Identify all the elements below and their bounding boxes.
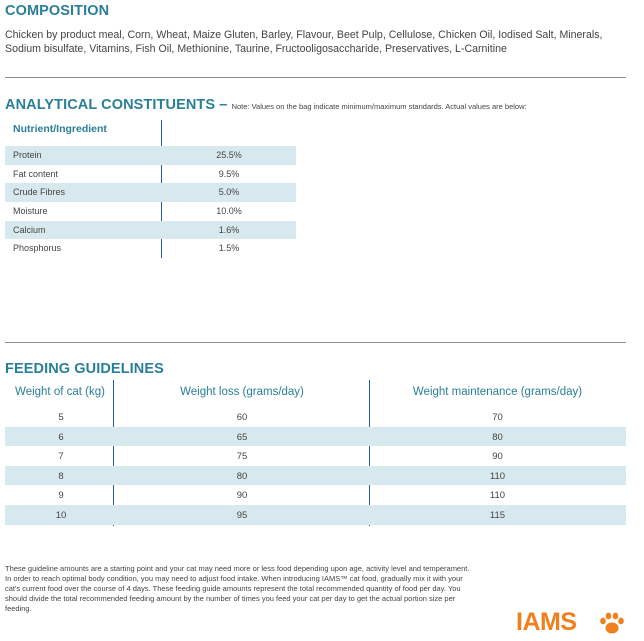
feeding-header-row	[5, 382, 626, 404]
paw-print-icon	[599, 612, 625, 636]
feeding-row	[5, 485, 626, 505]
cat-weight-cell: 8	[58, 470, 64, 482]
feeding-row	[5, 446, 626, 466]
feeding-row	[5, 427, 626, 447]
nutrient-name: Crude Fibres	[13, 187, 66, 198]
section-divider	[5, 77, 626, 78]
weight-loss-cell: 65	[236, 431, 248, 443]
nutrient-name: Fat content	[13, 168, 59, 179]
weight-maintenance-cell: 80	[492, 431, 503, 443]
analytical-header: Nutrient/Ingredient	[13, 123, 107, 135]
cat-weight-cell: 5	[58, 412, 64, 423]
nutrient-name: Moisture	[13, 206, 48, 217]
nutrient-name: Protein	[13, 150, 42, 160]
feeding-header-loss: Weight loss (grams/day)	[180, 386, 304, 398]
nutrient-value: 5.0%	[218, 187, 240, 198]
section-divider	[5, 342, 626, 343]
nutrient-value: 1.6%	[218, 224, 240, 235]
nutrient-value: 9.5%	[218, 168, 240, 179]
iams-logo	[516, 608, 626, 638]
logo-text: IAMS	[516, 608, 577, 636]
weight-loss-cell: 60	[236, 412, 248, 423]
feeding-table	[5, 407, 626, 525]
footnote: These guideline amounts are a starting point and your cat may need more or less food depending upon age, activity level and temperament. In order to reach optimal body condition, you may need to adjust food intake. When introducing IAMS™ cat food, gradually mix it with your cat's current food over the course of 4 days. These feeding guide amounts represent the total recommended quantity of food per day. You should divide the total recommended feeding amount by the number of times you feed your cat per day to get the actual portion size per feeding.	[5, 564, 470, 613]
nutrient-name: Calcium	[13, 224, 46, 235]
weight-maintenance-cell: 110	[489, 490, 506, 502]
analytical-title-text: ANALYTICAL CONSTITUENTS –	[5, 97, 232, 113]
composition-title: COMPOSITION	[5, 3, 110, 19]
analytical-note: Note: Values on the bag indicate minimum/maximum standards. Actual values are below:	[231, 102, 527, 111]
feeding-header-weight: Weight of cat (kg)	[15, 386, 105, 398]
feeding-title: FEEDING GUIDELINES	[5, 361, 164, 377]
weight-loss-cell: 80	[236, 470, 248, 482]
analytical-row	[5, 146, 296, 165]
feeding-header-maintenance: Weight maintenance (grams/day)	[412, 386, 583, 398]
analytical-title	[5, 97, 527, 113]
analytical-table	[5, 146, 296, 258]
feeding-row	[5, 505, 626, 525]
feeding-row	[5, 407, 626, 427]
cat-weight-cell: 10	[55, 509, 67, 521]
cat-weight-cell: 9	[58, 490, 64, 502]
weight-maintenance-cell: 110	[489, 470, 506, 482]
analytical-row	[5, 183, 296, 202]
analytical-row	[5, 221, 296, 240]
nutrient-name: Phosphorus	[13, 243, 62, 254]
weight-maintenance-cell: 115	[489, 509, 506, 521]
analytical-row	[5, 239, 296, 258]
analytical-row	[5, 165, 296, 184]
nutrient-value: 25.5%	[216, 150, 242, 160]
weight-loss-cell: 95	[236, 509, 248, 521]
feeding-row	[5, 466, 626, 486]
cat-weight-cell: 6	[58, 431, 64, 443]
composition-text: Chicken by product meal, Corn, Wheat, Maize Gluten, Barley, Flavour, Beet Pulp, Cellulose, Chicken Oil, Iodised Salt, Minerals, Sodium bisulfate, Vitamins, Fish Oil, Methionine, Taurine, Fructooligosaccharide, Preservatives, L-Carnitine	[5, 29, 603, 55]
cat-weight-cell: 7	[58, 451, 64, 463]
weight-maintenance-cell: 70	[492, 412, 503, 423]
nutrient-value: 10.0%	[216, 206, 242, 217]
weight-loss-cell: 90	[236, 490, 248, 502]
weight-loss-cell: 75	[236, 451, 248, 463]
analytical-row	[5, 202, 296, 221]
weight-maintenance-cell: 90	[492, 451, 503, 463]
nutrient-value: 1.5%	[218, 243, 240, 254]
